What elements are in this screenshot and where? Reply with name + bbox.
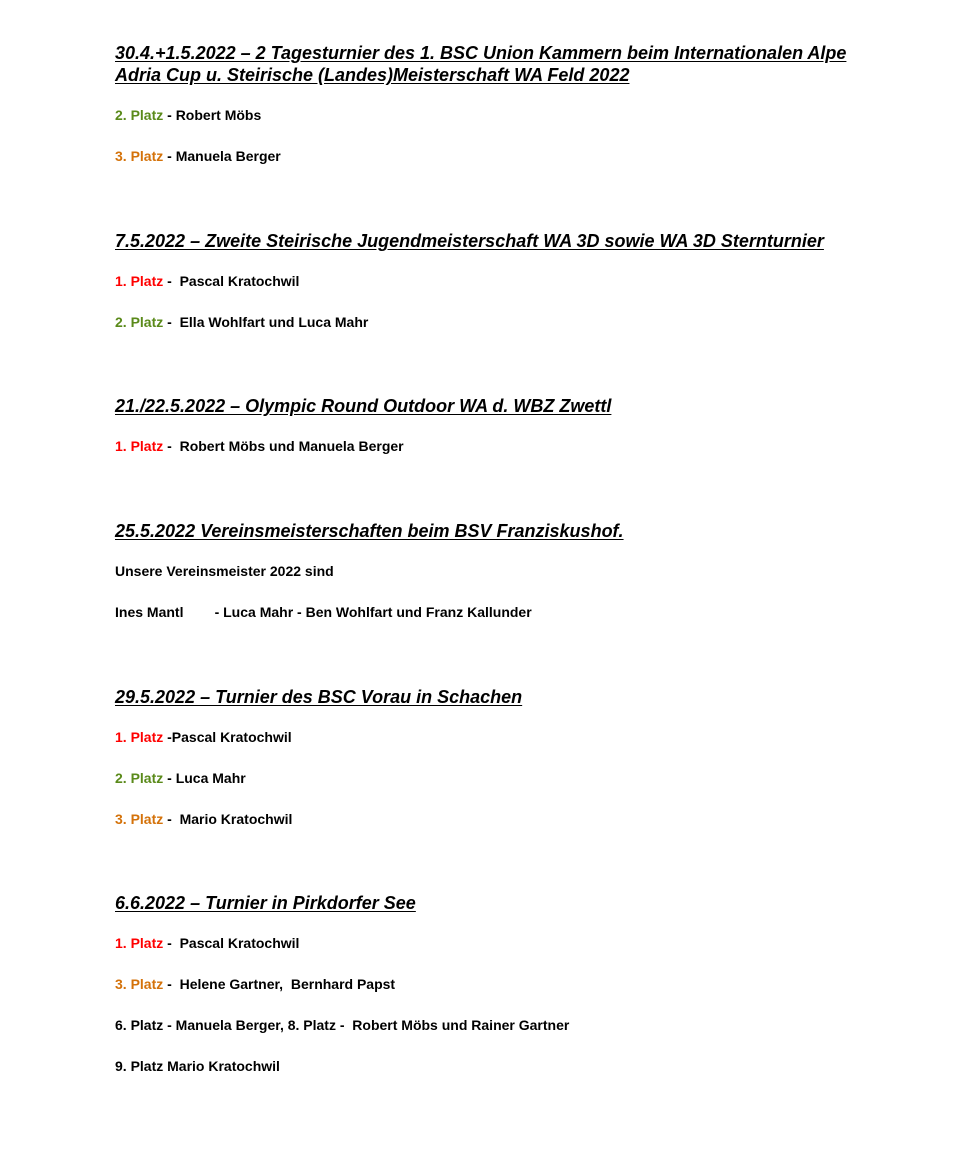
section-title: 6.6.2022 – Turnier in Pirkdorfer See bbox=[115, 893, 416, 913]
result-entry bbox=[115, 976, 875, 993]
result-text: - Pascal Kratochwil bbox=[163, 273, 300, 289]
section-title: 21./22.5.2022 – Olympic Round Outdoor WA d. WBZ Zwettl bbox=[115, 396, 612, 416]
result-entry bbox=[115, 729, 875, 746]
result-text: - Robert Möbs und Manuela Berger bbox=[163, 438, 404, 454]
result-text: - Luca Mahr bbox=[163, 770, 246, 786]
results-document bbox=[115, 42, 875, 1075]
result-text: -Pascal Kratochwil bbox=[163, 729, 292, 745]
result-entry bbox=[115, 935, 875, 952]
place-label: 1. Platz bbox=[115, 438, 164, 454]
section-title: 30.4.+1.5.2022 – 2 Tagesturnier des 1. BSC Union Kammern beim Internationalen Alpe Adria Cup u. Steirische (Landes)Meisterschaft WA Feld 2022 bbox=[115, 43, 847, 85]
result-text: - Pascal Kratochwil bbox=[163, 935, 300, 951]
section-vorau bbox=[115, 686, 875, 828]
place-label: 2. Platz bbox=[115, 107, 164, 123]
result-entry: 9. Platz Mario Kratochwil bbox=[115, 1058, 280, 1074]
result-entry bbox=[115, 107, 875, 124]
section-olympic-round bbox=[115, 395, 875, 455]
result-text: - Robert Möbs bbox=[163, 107, 262, 123]
result-entry: Unsere Vereinsmeister 2022 sind bbox=[115, 563, 334, 579]
section-title: 25.5.2022 Vereinsmeisterschaften beim BSV Franziskushof. bbox=[115, 521, 624, 541]
result-entry: 6. Platz - Manuela Berger, 8. Platz - Robert Möbs und Rainer Gartner bbox=[115, 1017, 570, 1033]
place-label: 1. Platz bbox=[115, 729, 164, 745]
result-text: - Ella Wohlfart und Luca Mahr bbox=[163, 314, 369, 330]
result-text: - Manuela Berger bbox=[163, 148, 281, 164]
section-vereinsmeisterschaften bbox=[115, 520, 875, 621]
result-entry bbox=[115, 438, 875, 455]
section-jugendmeisterschaft bbox=[115, 230, 875, 331]
section-kammern bbox=[115, 42, 875, 165]
place-label: 1. Platz bbox=[115, 935, 164, 951]
place-label: 3. Platz bbox=[115, 148, 164, 164]
result-entry bbox=[115, 770, 875, 787]
result-entry: Ines Mantl - Luca Mahr - Ben Wohlfart und Franz Kallunder bbox=[115, 604, 532, 620]
result-entry bbox=[115, 811, 875, 828]
section-title: 29.5.2022 – Turnier des BSC Vorau in Schachen bbox=[115, 687, 523, 707]
place-label: 1. Platz bbox=[115, 273, 164, 289]
result-entry bbox=[115, 314, 875, 331]
place-label: 2. Platz bbox=[115, 770, 164, 786]
place-label: 3. Platz bbox=[115, 811, 164, 827]
result-entry bbox=[115, 273, 875, 290]
result-text: - Mario Kratochwil bbox=[163, 811, 293, 827]
section-title: 7.5.2022 – Zweite Steirische Jugendmeisterschaft WA 3D sowie WA 3D Sternturnier bbox=[115, 231, 824, 251]
place-label: 2. Platz bbox=[115, 314, 164, 330]
result-text: - Helene Gartner, Bernhard Papst bbox=[163, 976, 396, 992]
place-label: 3. Platz bbox=[115, 976, 164, 992]
section-pirkdorfer-see bbox=[115, 892, 875, 1075]
result-entry bbox=[115, 148, 875, 165]
